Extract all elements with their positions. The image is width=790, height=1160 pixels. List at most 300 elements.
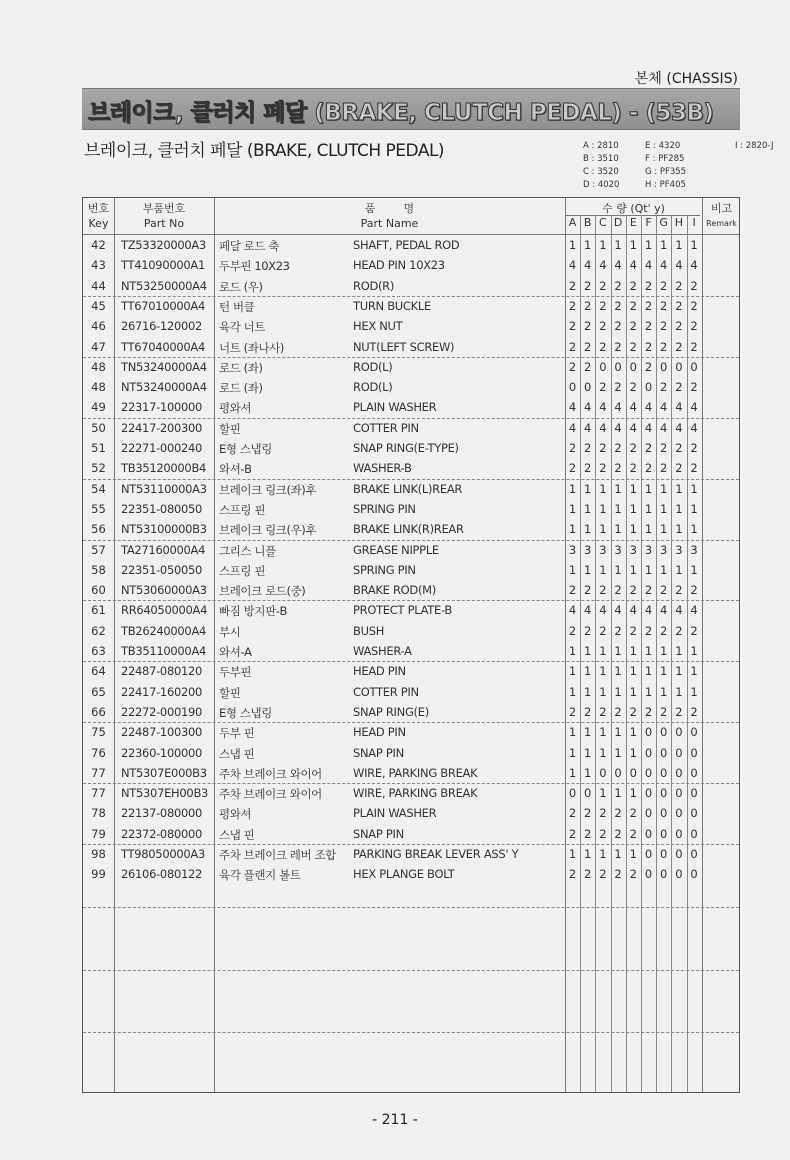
table-row <box>83 560 741 580</box>
row-qty: 0 <box>675 826 683 841</box>
row-qty: 2 <box>614 461 622 476</box>
row-name-en: SPRING PIN <box>353 501 416 516</box>
row-qty: 1 <box>568 501 577 516</box>
row-qty: 2 <box>660 623 668 638</box>
row-qty: 1 <box>599 745 607 760</box>
row-qty: 0 <box>660 765 668 780</box>
row-qty: 0 <box>690 725 698 740</box>
row-qty: 1 <box>599 522 607 537</box>
row-qty: 2 <box>660 339 668 354</box>
row-qty: 2 <box>568 806 577 821</box>
row-qty: 1 <box>629 725 637 740</box>
row-part-no: TT67010000A4 <box>121 298 205 313</box>
table-row <box>83 540 741 560</box>
row-name-ko: 평와셔 <box>219 401 252 416</box>
row-qty: 2 <box>599 461 607 476</box>
row-qty: 1 <box>584 238 592 252</box>
row-qty: 4 <box>584 420 592 435</box>
row-qty: 0 <box>675 745 683 760</box>
row-qty: 1 <box>614 664 622 679</box>
table-row <box>83 397 741 417</box>
row-part-no: TT41090000A1 <box>121 258 205 273</box>
row-name-en: SNAP PIN <box>353 745 404 760</box>
row-qty: 4 <box>644 258 653 273</box>
row-qty: 0 <box>660 847 668 861</box>
row-part-no: TN53240000A4 <box>121 359 207 374</box>
header-partno-en: Part No <box>143 217 185 230</box>
row-qty: 2 <box>614 623 622 638</box>
row-qty: 2 <box>584 298 592 313</box>
row-qty: 1 <box>629 684 637 699</box>
row-qty: 2 <box>629 319 637 334</box>
row-qty: 2 <box>568 826 577 841</box>
row-qty: 1 <box>584 725 592 740</box>
row-name-ko: 로드 (좌) <box>219 360 263 375</box>
row-part-no: 22317-100000 <box>121 400 203 415</box>
legend-entry <box>735 179 790 192</box>
table-row <box>83 743 741 763</box>
row-name-ko: E형 스냅링 <box>219 442 272 456</box>
table-row <box>83 255 741 275</box>
header-remark-ko: 비고 <box>710 202 733 215</box>
row-qty: 1 <box>568 745 577 760</box>
row-name-ko: 빠짐 방지판-B <box>219 604 288 619</box>
row-qty: 1 <box>584 745 592 760</box>
row-qty: 2 <box>644 339 653 354</box>
header-partno-ko: 부품번호 <box>142 202 186 215</box>
row-name-ko: 와셔-B <box>219 462 252 477</box>
row-qty: 4 <box>614 258 622 273</box>
row-key: 60 <box>91 583 106 598</box>
row-qty: 2 <box>584 339 592 354</box>
page-number: - 211 - <box>372 1112 418 1128</box>
row-qty: 2 <box>584 826 592 841</box>
row-qty: 0 <box>690 847 698 861</box>
row-name-en: SNAP PIN <box>353 826 404 841</box>
row-name-ko: 브레이크 링크(우)후 <box>219 523 317 538</box>
row-qty: 2 <box>599 441 607 455</box>
qty-column-header: C <box>599 216 607 229</box>
row-qty: 1 <box>568 765 577 780</box>
row-qty: 4 <box>599 258 607 273</box>
row-qty: 1 <box>614 684 622 699</box>
row-qty: 4 <box>660 420 668 435</box>
row-qty: 0 <box>644 847 653 861</box>
row-key: 51 <box>91 441 106 455</box>
row-qty: 4 <box>614 603 622 618</box>
row-qty: 2 <box>675 319 683 334</box>
table-row <box>83 316 741 336</box>
row-part-no: NT53110000A3 <box>121 481 207 496</box>
row-qty: 2 <box>660 298 668 313</box>
row-name-ko: 스냅 핀 <box>219 827 255 842</box>
header-key-ko: 번호 <box>87 202 110 215</box>
row-name-en: BRAKE ROD(M) <box>353 583 436 598</box>
row-qty: 0 <box>660 359 668 374</box>
row-qty: 2 <box>660 380 668 395</box>
row-qty: 1 <box>614 501 622 516</box>
table-row <box>83 661 741 681</box>
row-name-en: NUT(LEFT SCREW) <box>353 339 455 354</box>
page-subtitle: 브레이크, 클러치 페달 (BRAKE, CLUTCH PEDAL) <box>84 141 445 161</box>
table-row <box>83 357 741 377</box>
row-qty: 0 <box>660 786 668 801</box>
row-qty: 4 <box>690 258 698 273</box>
table-row <box>83 418 741 438</box>
legend-entry: A : 2810 <box>583 141 619 151</box>
row-qty: 1 <box>660 522 668 537</box>
row-qty: 1 <box>675 238 683 252</box>
row-qty: 1 <box>660 664 668 679</box>
row-qty: 2 <box>629 278 637 293</box>
row-part-no: 22351-080050 <box>121 501 203 516</box>
row-key: 49 <box>91 400 106 415</box>
row-qty: 0 <box>568 786 577 801</box>
row-qty: 2 <box>614 298 622 313</box>
row-qty: 4 <box>660 400 668 415</box>
row-key: 56 <box>91 522 106 537</box>
row-qty: 0 <box>660 806 668 821</box>
table-row <box>83 864 741 884</box>
row-qty: 4 <box>690 400 698 415</box>
qty-column-header: D <box>613 216 623 229</box>
row-name-en: WASHER-A <box>353 644 412 658</box>
row-qty: 1 <box>690 664 698 679</box>
row-key: 63 <box>91 644 106 658</box>
row-qty: 3 <box>584 542 592 557</box>
row-name-en: PLAIN WASHER <box>353 400 437 415</box>
row-qty: 0 <box>568 380 577 395</box>
row-name-ko: 주차 브레이크 와이어 <box>219 766 322 781</box>
row-qty: 4 <box>629 420 637 435</box>
row-qty: 2 <box>690 704 698 719</box>
row-qty: 1 <box>599 786 607 801</box>
row-name-ko: 스프링 핀 <box>219 502 266 517</box>
row-qty: 2 <box>660 278 668 293</box>
row-qty: 1 <box>690 684 698 699</box>
row-qty: 2 <box>660 461 668 476</box>
row-qty: 2 <box>568 704 577 719</box>
row-qty: 1 <box>675 522 683 537</box>
row-qty: 1 <box>568 481 577 496</box>
row-qty: 4 <box>675 603 683 618</box>
row-qty: 1 <box>690 481 698 496</box>
legend-entry: F : PF285 <box>645 154 685 164</box>
row-qty: 1 <box>660 644 668 658</box>
row-qty: 0 <box>675 806 683 821</box>
row-qty: 1 <box>690 562 698 577</box>
row-qty: 3 <box>599 542 607 557</box>
row-name-en: ROD(L) <box>353 380 393 395</box>
row-qty: 1 <box>690 501 698 516</box>
table-row <box>83 499 741 519</box>
row-qty: 4 <box>584 258 592 273</box>
row-qty: 2 <box>568 359 577 374</box>
row-name-ko: 와셔-A <box>219 645 252 659</box>
row-part-no: TT98050000A3 <box>121 847 205 861</box>
table-row <box>83 641 741 661</box>
row-key: 76 <box>91 745 106 760</box>
row-qty: 0 <box>599 765 607 780</box>
row-qty: 3 <box>568 542 577 557</box>
row-qty: 1 <box>568 684 577 699</box>
row-qty: 1 <box>614 786 622 801</box>
row-qty: 4 <box>614 420 622 435</box>
row-qty: 4 <box>584 400 592 415</box>
row-qty: 2 <box>629 380 637 395</box>
row-qty: 1 <box>675 501 683 516</box>
row-key: 58 <box>91 562 106 577</box>
row-key: 64 <box>91 664 106 679</box>
qty-header-divider <box>565 215 700 216</box>
header-remark-en: Remark <box>706 219 737 228</box>
row-qty: 0 <box>690 765 698 780</box>
row-name-en: SNAP RING(E) <box>353 704 429 719</box>
row-qty: 2 <box>644 623 653 638</box>
header-qty: 수 량 (Qt' y) <box>602 202 665 215</box>
row-qty: 2 <box>599 704 607 719</box>
row-key: 55 <box>91 501 106 516</box>
row-name-ko: E형 스냅링 <box>219 705 272 720</box>
row-qty: 0 <box>675 847 683 861</box>
row-qty: 1 <box>584 481 592 496</box>
row-qty: 1 <box>614 847 622 861</box>
qty-column-header: G <box>659 216 668 229</box>
row-qty: 2 <box>660 583 668 598</box>
row-qty: 1 <box>644 501 653 516</box>
banner-title: 브레이크, 클러치 페달 (BRAKE, CLUTCH PEDAL) - (53B) <box>88 100 714 126</box>
row-qty: 4 <box>644 400 653 415</box>
legend-row <box>583 153 790 166</box>
row-qty: 2 <box>675 278 683 293</box>
table-row <box>83 296 741 316</box>
row-key: 98 <box>91 847 106 861</box>
row-name-ko: 부시 <box>219 624 241 639</box>
row-qty: 1 <box>629 786 637 801</box>
row-qty: 1 <box>629 562 637 577</box>
row-qty: 2 <box>675 380 683 395</box>
row-qty: 0 <box>644 765 653 780</box>
row-part-no: 22372-080000 <box>121 826 203 841</box>
row-qty: 2 <box>599 339 607 354</box>
table-row <box>83 722 741 742</box>
row-qty: 1 <box>599 481 607 496</box>
row-qty: 1 <box>599 644 607 658</box>
qty-column-divider <box>611 215 612 1092</box>
row-qty: 1 <box>644 481 653 496</box>
row-part-no: TB35110000A4 <box>121 644 207 658</box>
row-qty: 2 <box>584 278 592 293</box>
row-part-no: 22271-000240 <box>121 441 203 455</box>
row-qty: 1 <box>644 644 653 658</box>
row-qty: 0 <box>660 745 668 760</box>
row-qty: 1 <box>644 684 653 699</box>
row-name-ko: 두부핀 <box>219 665 252 680</box>
row-name-ko: 평와셔 <box>219 807 252 822</box>
row-qty: 2 <box>629 704 637 719</box>
qty-column-divider <box>595 215 596 1092</box>
row-name-en: HEAD PIN <box>353 664 406 679</box>
row-qty: 2 <box>644 704 653 719</box>
row-qty: 1 <box>599 501 607 516</box>
row-qty: 1 <box>690 238 698 252</box>
row-qty: 1 <box>675 684 683 699</box>
row-qty: 2 <box>599 319 607 334</box>
legend-entry: E : 4320 <box>645 141 681 151</box>
row-qty: 2 <box>675 441 683 455</box>
row-qty: 2 <box>614 704 622 719</box>
row-qty: 1 <box>690 522 698 537</box>
row-qty: 0 <box>690 745 698 760</box>
row-qty: 0 <box>644 745 653 760</box>
row-qty: 4 <box>599 603 607 618</box>
row-qty: 1 <box>614 481 622 496</box>
qty-column-header: I <box>692 216 696 229</box>
table-row <box>83 438 741 458</box>
parts-table <box>82 197 740 1093</box>
row-qty: 4 <box>599 400 607 415</box>
qty-column-divider <box>641 215 642 1092</box>
qty-column-divider <box>671 215 672 1092</box>
row-qty: 0 <box>675 765 683 780</box>
qty-column-header: B <box>583 216 592 229</box>
row-qty: 2 <box>660 441 668 455</box>
row-qty: 0 <box>599 359 607 374</box>
row-qty: 0 <box>675 725 683 740</box>
table-row <box>83 458 741 478</box>
row-name-ko: 로드 (좌) <box>219 381 263 396</box>
legend-entry: I : 2820-J <box>735 141 774 151</box>
qty-column-divider <box>687 215 688 1092</box>
row-key: 75 <box>91 725 106 740</box>
row-name-en: COTTER PIN <box>353 684 419 699</box>
row-qty: 0 <box>644 826 653 841</box>
qty-column-header: F <box>645 216 652 229</box>
row-qty: 2 <box>568 339 577 354</box>
row-qty: 4 <box>629 603 637 618</box>
row-qty: 2 <box>660 319 668 334</box>
row-qty: 2 <box>675 339 683 354</box>
row-qty: 3 <box>629 542 637 557</box>
row-qty: 1 <box>568 238 577 252</box>
row-name-ko: 스프링 핀 <box>219 563 266 578</box>
row-qty: 1 <box>629 522 637 537</box>
row-qty: 2 <box>599 298 607 313</box>
row-key: 77 <box>91 765 106 780</box>
row-name-en: PLAIN WASHER <box>353 806 437 821</box>
row-name-ko: 육각 너트 <box>219 320 266 335</box>
row-qty: 2 <box>584 359 592 374</box>
row-qty: 1 <box>599 847 607 861</box>
row-name-en: TURN BUCKLE <box>353 298 431 313</box>
row-qty: 0 <box>614 765 622 780</box>
row-name-ko: 너트 (좌나사) <box>219 340 284 355</box>
row-qty: 2 <box>629 339 637 354</box>
row-qty: 4 <box>644 603 653 618</box>
row-qty: 1 <box>660 501 668 516</box>
row-key: 77 <box>91 786 106 801</box>
row-qty: 1 <box>644 522 653 537</box>
row-qty: 2 <box>568 623 577 638</box>
table-row <box>83 479 741 499</box>
row-qty: 2 <box>568 319 577 334</box>
row-qty: 1 <box>629 847 637 861</box>
row-part-no: 22417-200300 <box>121 420 203 435</box>
row-name-en: WASHER-B <box>353 461 412 476</box>
row-name-en: BRAKE LINK(L)REAR <box>353 481 463 496</box>
row-name-en: COTTER PIN <box>353 420 419 435</box>
row-qty: 1 <box>629 501 637 516</box>
row-qty: 1 <box>568 847 577 861</box>
row-name-ko: 로드 (우) <box>219 279 263 294</box>
row-part-no: NT53250000A4 <box>121 278 207 293</box>
row-qty: 2 <box>690 278 698 293</box>
row-qty: 2 <box>599 583 607 598</box>
row-key: 99 <box>91 867 106 882</box>
row-name-en: ROD(L) <box>353 359 393 374</box>
header-key-en: Key <box>88 217 109 230</box>
row-qty: 1 <box>614 644 622 658</box>
row-name-en: PARKING BREAK LEVER ASS' Y <box>353 847 519 861</box>
qty-column-divider <box>656 215 657 1092</box>
row-key: 54 <box>91 481 106 496</box>
row-part-no: 22417-160200 <box>121 684 203 699</box>
row-qty: 1 <box>584 562 592 577</box>
row-qty: 2 <box>675 461 683 476</box>
row-qty: 0 <box>644 867 653 882</box>
row-qty: 2 <box>614 806 622 821</box>
legend-entry <box>735 166 790 179</box>
row-qty: 3 <box>690 542 698 557</box>
table-row <box>83 337 741 357</box>
row-key: 57 <box>91 542 106 557</box>
row-qty: 3 <box>644 542 653 557</box>
row-qty: 2 <box>568 461 577 476</box>
row-name-en: SPRING PIN <box>353 562 416 577</box>
legend-entry: H : PF405 <box>645 180 686 190</box>
header-name-en: Part Name <box>360 217 419 230</box>
row-qty: 1 <box>660 684 668 699</box>
row-qty: 1 <box>614 238 622 252</box>
row-qty: 2 <box>629 461 637 476</box>
row-qty: 4 <box>629 258 637 273</box>
row-qty: 2 <box>599 380 607 395</box>
row-key: 78 <box>91 806 106 821</box>
row-qty: 2 <box>584 704 592 719</box>
row-qty: 1 <box>568 562 577 577</box>
row-qty: 1 <box>690 644 698 658</box>
row-key: 52 <box>91 461 106 476</box>
row-qty: 2 <box>690 461 698 476</box>
row-qty: 2 <box>629 623 637 638</box>
row-name-en: WIRE, PARKING BREAK <box>353 765 478 780</box>
row-qty: 2 <box>599 867 607 882</box>
row-part-no: NT5307E000B3 <box>121 765 207 780</box>
row-qty: 2 <box>629 867 637 882</box>
row-qty: 1 <box>568 644 577 658</box>
row-qty: 4 <box>568 258 577 273</box>
row-qty: 1 <box>629 238 637 252</box>
row-qty: 2 <box>584 441 592 455</box>
row-qty: 1 <box>584 522 592 537</box>
row-part-no: 22351-050050 <box>121 562 203 577</box>
row-qty: 2 <box>644 359 653 374</box>
row-qty: 2 <box>644 461 653 476</box>
row-part-no: RR64050000A4 <box>121 603 208 618</box>
row-qty: 4 <box>629 400 637 415</box>
row-qty: 2 <box>690 441 698 455</box>
row-part-no: NT5307EH00B3 <box>121 786 209 801</box>
